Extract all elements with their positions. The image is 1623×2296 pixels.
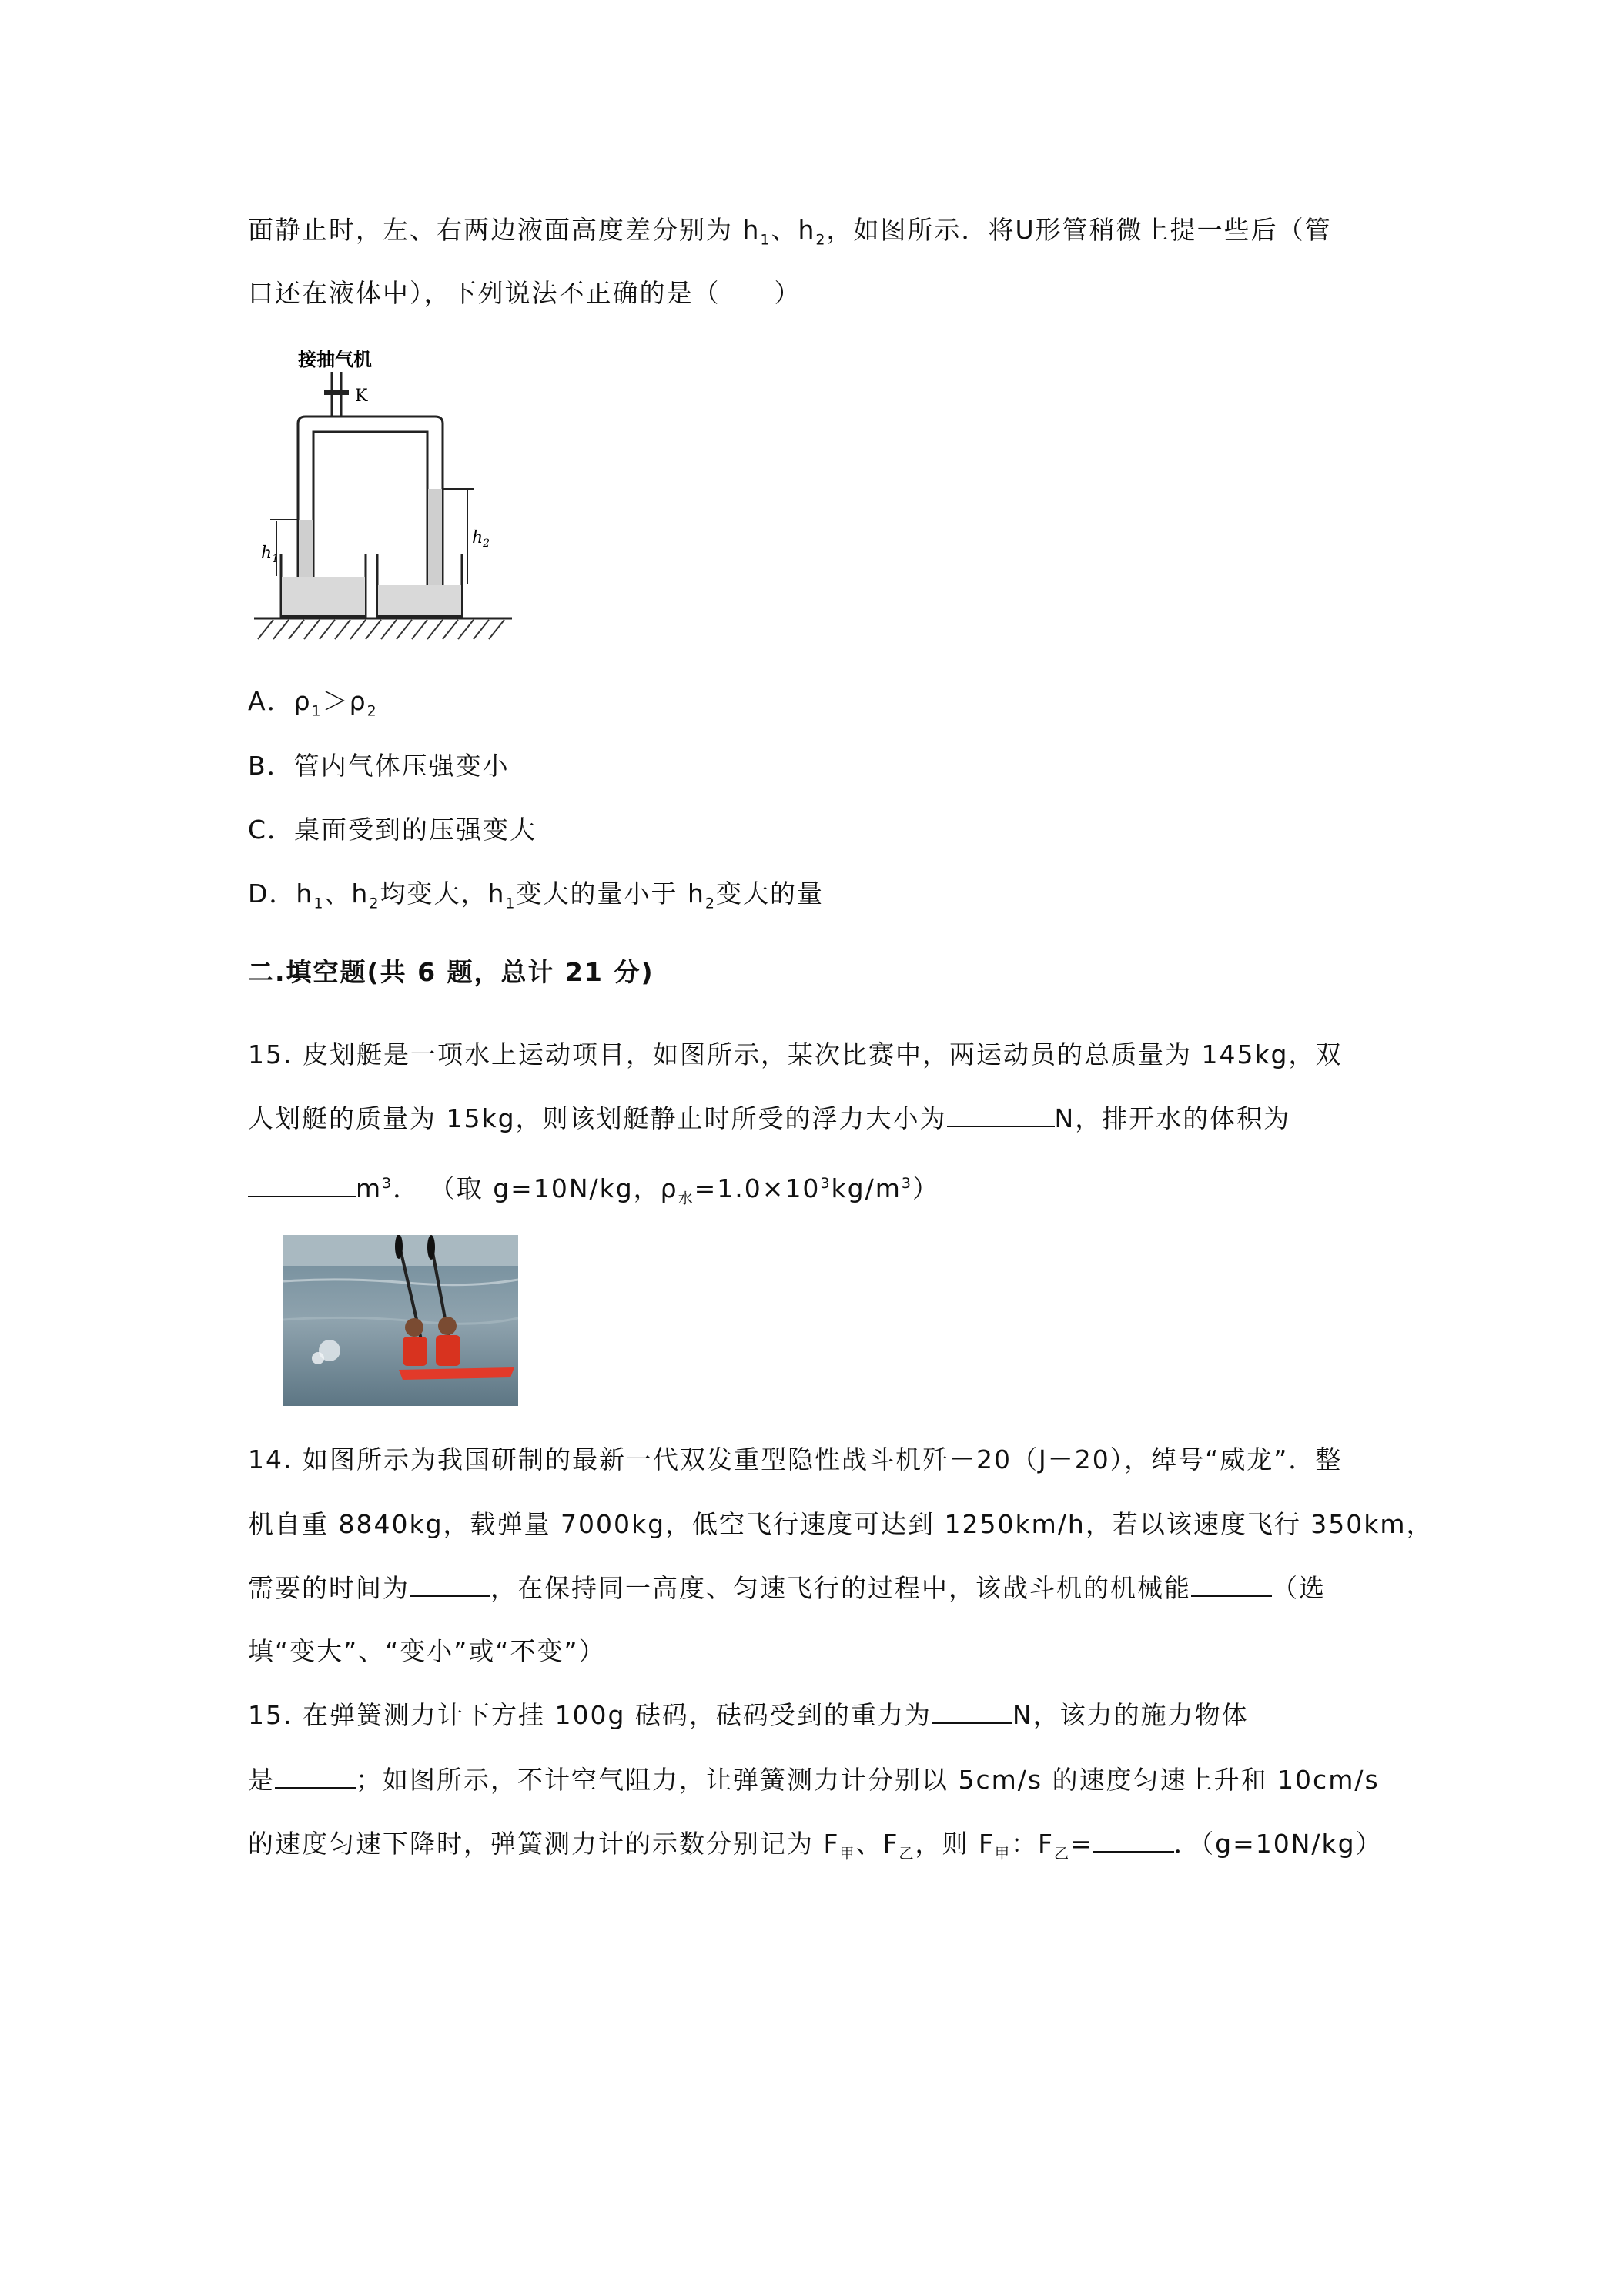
option-d: D．$h_1$、$h_2$均变大，$h_1$变大的量小于 $h_2$变大的量 bbox=[248, 879, 824, 912]
answer-blank bbox=[947, 1103, 1055, 1127]
q14b-line-3: 需要的时间为 ，在保持同一高度、匀速飞行的过程中，该战斗机的机械能 （选 bbox=[248, 1573, 1326, 1603]
figure-label-k: K bbox=[355, 387, 368, 406]
svg-text:h1: $h_1$ bbox=[261, 544, 279, 565]
section-heading: 二.填空题(共 6 题，总计 21 分) bbox=[248, 957, 654, 987]
figure-label-pump: 接抽气机 bbox=[298, 349, 372, 370]
q14b-line-2: 机自重 8840kg，载弹量 7000kg，低空飞行速度可达到 1250km/h，若以该速度飞行 350km， bbox=[248, 1509, 1434, 1539]
option-c: C．桌面受到的压强变大 bbox=[248, 815, 537, 845]
q14b-line-4: 填“变大”、“变小”或“不变”） bbox=[248, 1636, 606, 1666]
q15a-line-1: 15. 皮划艇是一项水上运动项目，如图所示，某次比赛中，两运动员的总质量为 145kg，双 bbox=[248, 1039, 1343, 1069]
q15a-line-2: 人划艇的质量为 15kg，则该划艇静止时所受的浮力大小为 N，排开水的体积为 bbox=[248, 1103, 1291, 1133]
answer-blank bbox=[1093, 1828, 1174, 1853]
answer-blank bbox=[410, 1572, 490, 1597]
q15a-line-3: $m^3$． （取 g=10N/kg，$\rho_水=1.0\times 10^3kg/m^3$） bbox=[248, 1166, 939, 1217]
q15b-line-2: 是 ；如图所示，不计空气阻力，让弹簧测力计分别以 5cm/s 的速度匀速上升和 10cm/s bbox=[248, 1765, 1380, 1795]
answer-blank bbox=[275, 1764, 356, 1789]
svg-text:h2: $h_2$ bbox=[472, 528, 490, 550]
q15b-line-1: 15. 在弹簧测力计下方挂 100g 砝码，砝码受到的重力为 N，该力的施力物体 bbox=[248, 1700, 1249, 1730]
q14-text-line-2: 口还在液体中），下列说法不正确的是（ ） bbox=[248, 278, 801, 308]
q14-text-line-1: 面静止时，左、右两边液面高度差分别为 $h_1$、$h_2$，如图所示．将U形管稍微上提一些后（管 bbox=[248, 215, 1332, 249]
q14b-line-1: 14. 如图所示为我国研制的最新一代双发重型隐性战斗机歼－20（J－20），绰号“威龙”．整 bbox=[248, 1444, 1343, 1474]
option-a: A．$\rho_1>\rho_2$ bbox=[248, 686, 378, 720]
answer-blank bbox=[1191, 1572, 1272, 1597]
u-tube-diagram bbox=[250, 343, 516, 647]
answer-blank bbox=[248, 1173, 356, 1197]
q15b-line-3: 的速度匀速下降时，弹簧测力计的示数分别记为 $F_甲$、$F_乙$，则 $F_甲$：$F_乙=$ ．（g=10N/kg） bbox=[248, 1829, 1383, 1863]
option-b: B．管内气体压强变小 bbox=[248, 751, 510, 781]
kayak-photo bbox=[283, 1235, 518, 1406]
answer-blank bbox=[932, 1699, 1012, 1724]
